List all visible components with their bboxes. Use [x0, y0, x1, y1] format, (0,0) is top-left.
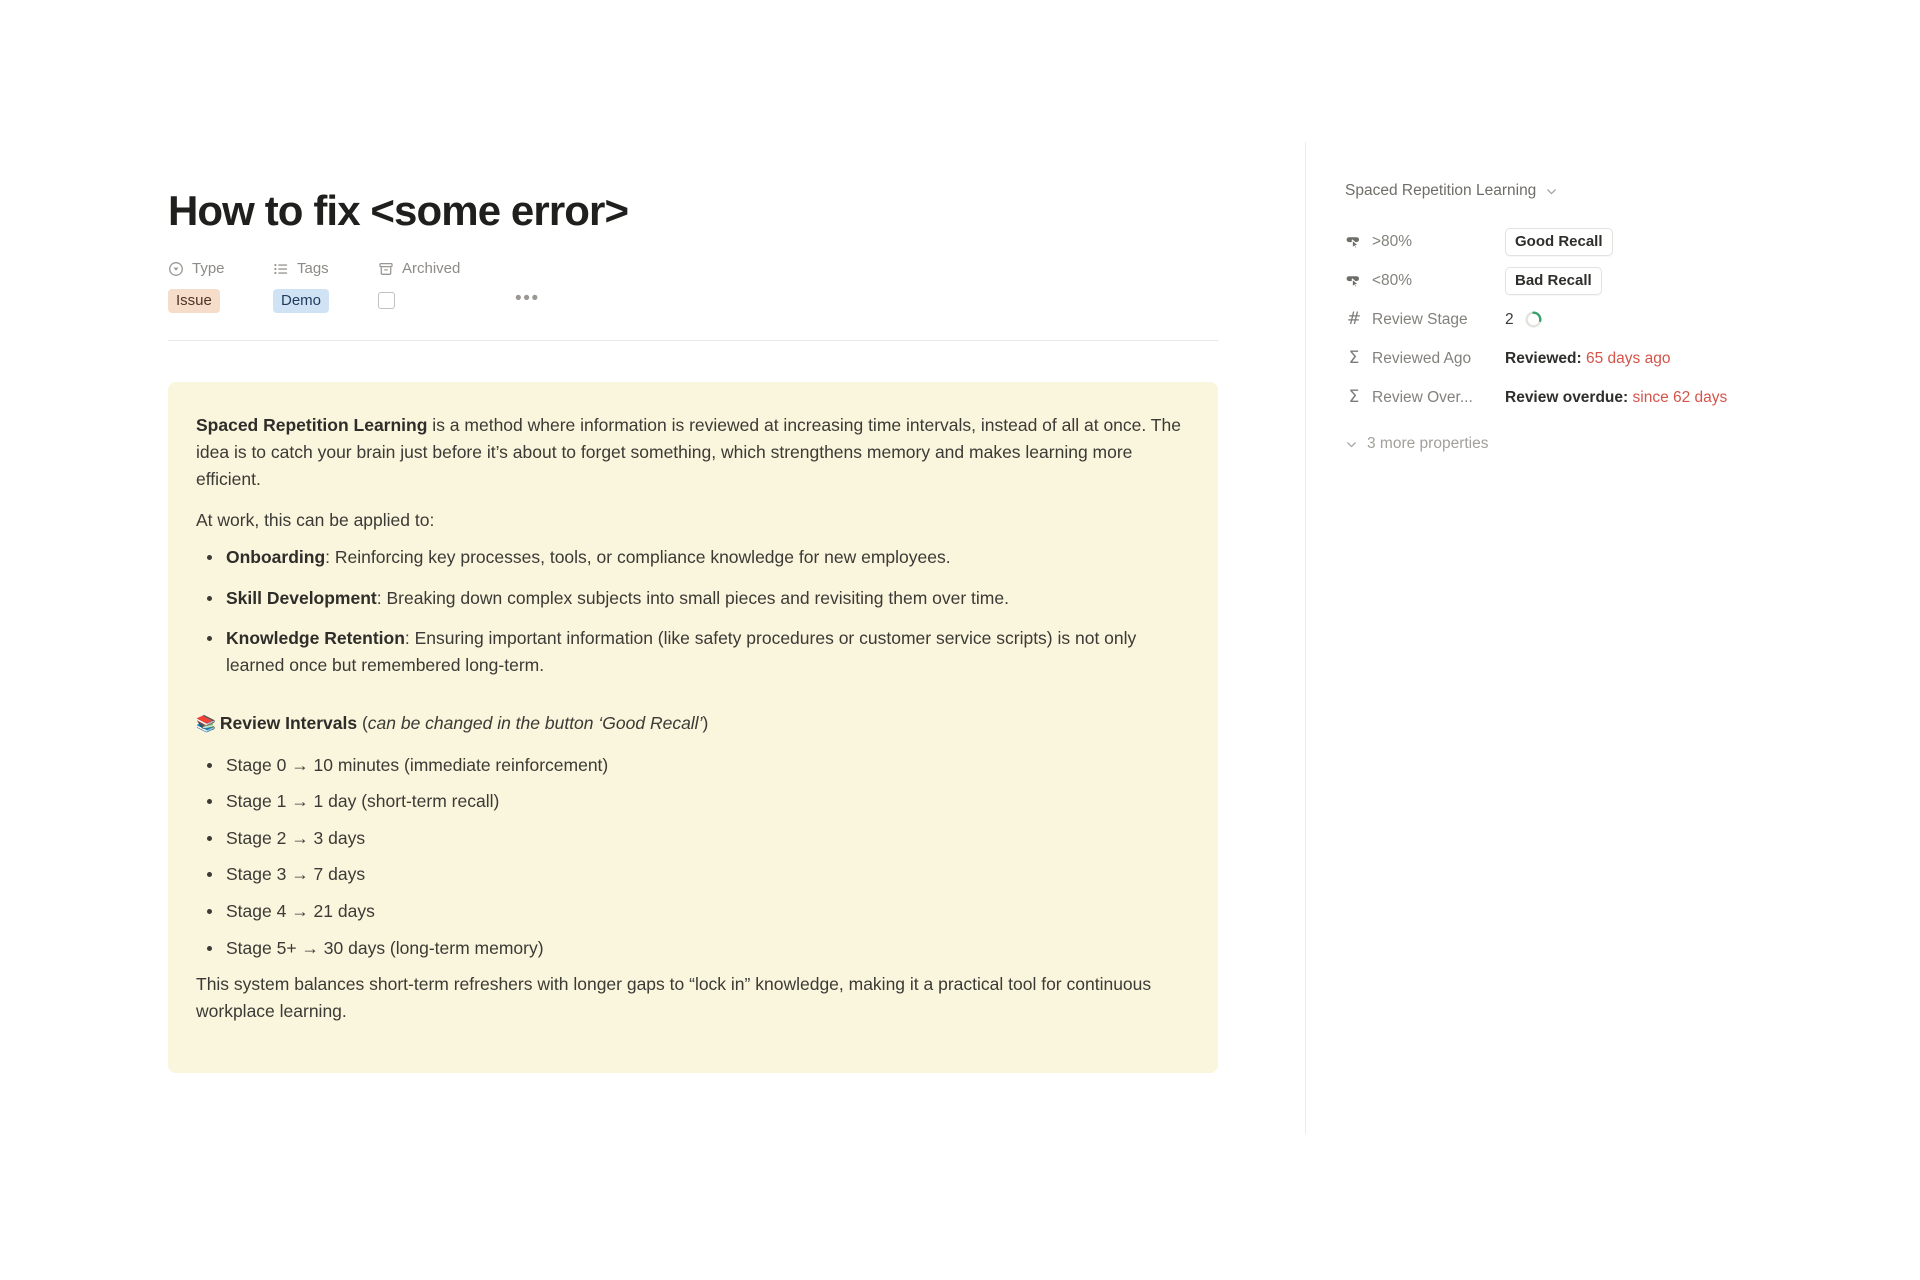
- sidebar-row-bad-recall: [1345, 261, 1825, 300]
- button-click-icon: [1345, 233, 1363, 251]
- tag-badge-demo[interactable]: Demo: [273, 289, 329, 313]
- sidebar-row-value: [1505, 350, 1670, 368]
- sidebar-row-value[interactable]: [1505, 310, 1543, 329]
- application-term: Knowledge Retention: [226, 628, 405, 649]
- application-desc: : Ensuring important information (like safety procedures or customer service scripts) is not only learned once but remembered long-term.: [226, 628, 1137, 675]
- application-term: Onboarding: [226, 547, 326, 568]
- property-value-type[interactable]: [168, 289, 273, 313]
- property-header-archived-label: Archived: [402, 260, 461, 278]
- sidebar-row-review-overdue: [1345, 378, 1825, 417]
- sigma-icon: Σ: [1348, 348, 1360, 368]
- multi-select-icon: [273, 261, 289, 277]
- property-header-tags-label: Tags: [297, 260, 329, 278]
- header-divider: [168, 340, 1218, 341]
- books-icon: 📚: [196, 714, 216, 734]
- list-item: [226, 625, 1188, 678]
- review-overdue-text: [1505, 389, 1727, 407]
- property-header-type[interactable]: [168, 260, 273, 277]
- sidebar-row-key[interactable]: [1345, 233, 1505, 251]
- application-desc: : Breaking down complex subjects into small pieces and revisiting them over time.: [376, 587, 1009, 608]
- applications-list: [196, 544, 1188, 678]
- sidebar-header[interactable]: [1345, 182, 1825, 200]
- sidebar-row-value: [1505, 228, 1613, 256]
- chevron-down-icon[interactable]: [1545, 185, 1558, 198]
- reviewed-ago-text: [1505, 350, 1670, 368]
- application-term: Skill Development: [226, 587, 377, 608]
- list-item: Stage 4 → 21 days: [226, 898, 1188, 925]
- callout-block[interactable]: [168, 382, 1218, 1074]
- list-item: Stage 2 → 3 days: [226, 825, 1188, 852]
- reviewed-ago-accent: 65 days ago: [1585, 349, 1671, 367]
- good-recall-button[interactable]: Good Recall: [1505, 228, 1613, 256]
- archive-icon: [378, 261, 394, 277]
- review-intervals-note-close: ): [702, 713, 709, 734]
- hash-icon: #: [1346, 309, 1362, 329]
- sigma-icon: Σ: [1348, 387, 1360, 407]
- sidebar-key-label: <80%: [1372, 271, 1413, 289]
- panel-divider: [1305, 142, 1306, 1134]
- review-overdue-label: Review overdue:: [1505, 388, 1629, 406]
- list-item: [226, 585, 1188, 612]
- review-intervals-note-open: (: [357, 713, 368, 734]
- property-header-type-label: Type: [192, 260, 225, 278]
- list-item: Stage 0 → 10 minutes (immediate reinforcement): [226, 752, 1188, 779]
- chevron-down-icon: [1345, 438, 1358, 451]
- archived-checkbox[interactable]: [378, 292, 395, 309]
- callout-intro-lead: Spaced Repetition Learning: [196, 414, 428, 435]
- bad-recall-button[interactable]: Bad Recall: [1505, 267, 1602, 295]
- sidebar-key-label: Review Over...: [1372, 388, 1473, 406]
- page-properties-table: [168, 256, 1228, 317]
- progress-ring-icon: [1524, 310, 1543, 329]
- property-value-row: [168, 285, 1228, 317]
- list-item: [226, 544, 1188, 571]
- more-properties-label: 3 more properties: [1367, 435, 1489, 452]
- application-desc: : Reinforcing key processes, tools, or compliance knowledge for new employees.: [325, 547, 951, 568]
- sidebar-row-value: [1505, 389, 1727, 407]
- property-value-tags[interactable]: [273, 289, 378, 313]
- callout-apply-line: At work, this can be applied to:: [196, 509, 435, 530]
- sidebar-row-key[interactable]: [1345, 272, 1505, 290]
- property-header-tags[interactable]: [273, 260, 378, 277]
- review-intervals-heading: [196, 710, 1188, 737]
- sidebar-row-value: [1505, 267, 1602, 295]
- review-intervals-note: can be changed in the button ‘Good Recall’: [367, 713, 703, 734]
- sidebar-row-reviewed-ago: [1345, 339, 1825, 378]
- sidebar-key-label: Reviewed Ago: [1372, 349, 1472, 367]
- list-item: Stage 3 → 7 days: [226, 861, 1188, 888]
- reviewed-ago-label: Reviewed:: [1505, 349, 1582, 367]
- sidebar-title: Spaced Repetition Learning: [1345, 182, 1537, 199]
- sidebar-row-key[interactable]: [1345, 311, 1505, 329]
- stages-list: [196, 752, 1188, 962]
- select-icon: [168, 261, 184, 277]
- list-item: Stage 5+ → 30 days (long-term memory): [226, 935, 1188, 962]
- callout-intro-rest: is a method where information is reviewed at increasing time intervals, instead of all at once. The idea is to catch your brain just before it’s about to forget something, which strengthens memory and makes learning more efficient.: [196, 414, 1181, 489]
- page-title[interactable]: How to fix <some error>: [168, 187, 629, 234]
- block-spacer: [196, 692, 1188, 710]
- property-header-archived[interactable]: [378, 260, 503, 277]
- sidebar-row-key[interactable]: [1345, 389, 1505, 407]
- review-intervals-title: Review Intervals: [219, 713, 358, 734]
- property-header-row: [168, 256, 1228, 282]
- sidebar-row-good-recall: [1345, 222, 1825, 261]
- type-badge[interactable]: Issue: [168, 289, 220, 313]
- sidebar-row-key[interactable]: [1345, 350, 1505, 368]
- main-content-column: [168, 186, 1228, 1073]
- review-stage-value: 2: [1505, 310, 1514, 328]
- sidebar-panel: [1345, 182, 1825, 453]
- more-options-icon[interactable]: •••: [515, 287, 540, 309]
- more-properties-toggle[interactable]: [1345, 435, 1825, 453]
- callout-closing-paragraph: This system balances short-term refreshers with longer gaps to “lock in” knowledge, making it a practical tool for continuous workplace learning.: [196, 974, 1152, 1022]
- callout-intro-paragraph: [196, 412, 1188, 493]
- property-value-archived[interactable]: [378, 292, 503, 309]
- sidebar-key-label: Review Stage: [1372, 310, 1468, 328]
- button-click-icon: [1345, 272, 1363, 290]
- sidebar-key-label: >80%: [1372, 232, 1413, 250]
- review-overdue-accent: since 62 days: [1632, 388, 1728, 406]
- sidebar-row-review-stage: [1345, 300, 1825, 339]
- list-item: Stage 1 → 1 day (short-term recall): [226, 788, 1188, 815]
